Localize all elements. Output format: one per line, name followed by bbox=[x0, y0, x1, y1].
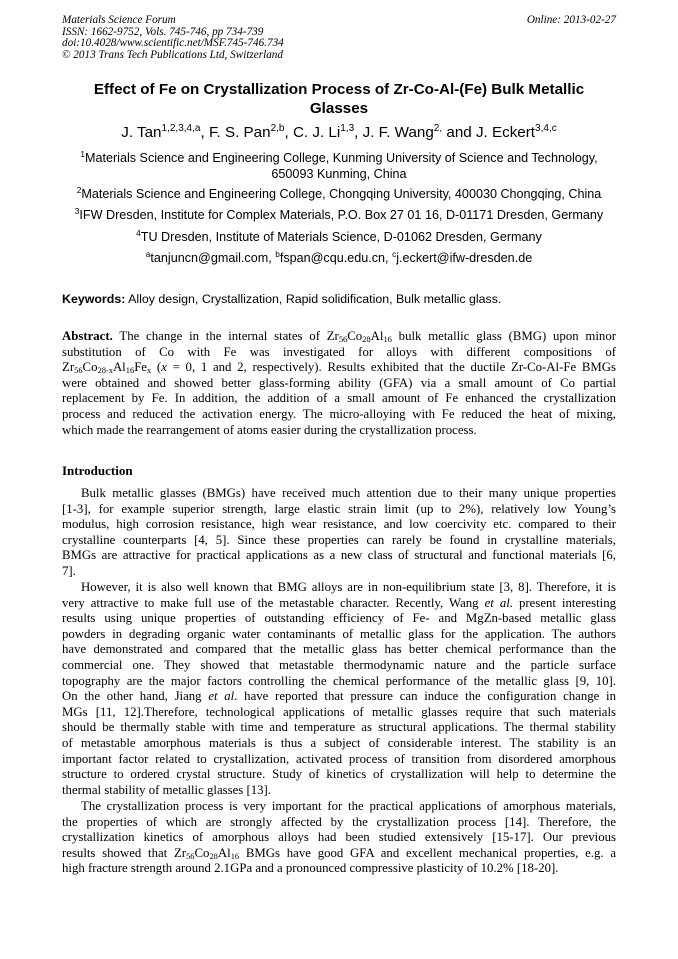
text-line: 7]. bbox=[62, 563, 76, 578]
title-line: Effect of Fe on Crystallization Process of Zr-Co-Al-(Fe) Bulk Metallic bbox=[93, 81, 585, 98]
abstract bbox=[62, 329, 616, 438]
affiliation-text: IFW Dresden, Institute for Complex Materials, P.O. Box 27 01 16, D-01171 Dresden, Germany bbox=[79, 208, 604, 222]
subscript: 16 bbox=[125, 365, 135, 376]
text-line: However, it is also well known that BMG alloys are in non-equilibrium state [3, 8]. Therefore, it is bbox=[81, 580, 616, 594]
affiliation-2 bbox=[62, 186, 616, 202]
text-line: should be thermally stable with time and temperature as structural applications. The thermal stability bbox=[62, 720, 616, 735]
keywords-text: Alloy design, Crystallization, Rapid solidification, Bulk metallic glass. bbox=[125, 292, 502, 306]
text-line: were obtained and showed better glass-forming ability (GFA) via a small amount of Co partial bbox=[62, 375, 616, 390]
text-line: [1-3], for example superior strength, large elastic strain limit (up to 2%), relatively low Young’s bbox=[62, 501, 616, 516]
italic-text: et al. bbox=[208, 689, 238, 704]
header-line: doi:10.4028/www.scientific.net/MSF.745-746.734 bbox=[62, 37, 284, 50]
email-marker: c bbox=[392, 248, 397, 259]
subscript: 16 bbox=[230, 850, 240, 861]
text-line: have demonstrated and compared that the metallic glass has better chemical performance than the bbox=[62, 642, 616, 657]
affiliation-number: 4 bbox=[136, 227, 141, 238]
header-line: © 2013 Trans Tech Publications Ltd, Switzerland bbox=[62, 48, 283, 61]
affiliation-1 bbox=[62, 150, 616, 182]
affiliation-text: Materials Science and Engineering College, Kunming University of Science and Technology, bbox=[84, 151, 598, 165]
text-line: crystalline counterparts [4, 5]. Since these properties can rarely be found in crystalline materials, bbox=[62, 532, 616, 547]
author-affiliation-marker: 3,4,c bbox=[535, 122, 557, 134]
title-line: Glasses bbox=[309, 100, 369, 117]
subscript: 56 bbox=[338, 334, 348, 345]
author-emails bbox=[62, 250, 616, 266]
affiliation-line bbox=[62, 186, 616, 202]
email-address: tanjuncn@gmail.com, bbox=[150, 251, 276, 265]
text-line: $Zr_{56}Co_{28-x}Al_{16}Fe_x$ (x = 0, 1 and 2, respectively). Results exhibited that the ductile Zr-Co-Al-Fe BMGs bbox=[62, 360, 616, 376]
text-line: crystallization kinetics of amorphous alloys had been studied extensively [15-17]. Our previous bbox=[62, 830, 616, 845]
author-list: J. Tan$^{1,2,3,4,a}$, F. S. Pan$^{2,b}$, C. J. Li$^{1,3}$, J. F. Wang$^{2,}$ and J. Eckert$^{3,4,c}$ bbox=[121, 122, 557, 141]
author-name: C. J. Li bbox=[292, 124, 341, 141]
text-line: replacement by Fe. In addition, the addition of a small amount of Fe enhanced the crystallization bbox=[62, 391, 616, 406]
author-affiliation-marker: 1,2,3,4,a bbox=[161, 122, 201, 134]
text-line: commercial one. They showed that metastable thermodynamic nature and the particle surface bbox=[62, 657, 616, 672]
text-line: modulus, high corrosion resistance, high wear resistance, and low coercivity etc. compared to their bbox=[62, 517, 616, 532]
online-date: Online: 2013-02-27 bbox=[526, 14, 616, 26]
paper-title bbox=[62, 80, 616, 118]
text-line: the properties of which are strongly affected by the crystallization process [14]. Therefore, the bbox=[62, 814, 616, 829]
author-name: J. F. Wang bbox=[362, 124, 434, 141]
subscript: 28 bbox=[362, 334, 371, 345]
header-line: ISSN: 1662-9752, Vols. 745-746, pp 734-739 bbox=[62, 25, 264, 38]
subscript: 56 bbox=[74, 365, 83, 376]
text-line: powders in degrading organic water contaminants of metallic glass for the application. The authors bbox=[62, 626, 616, 641]
text-line: results showed that $Zr_{56}Co_{28}Al_{16}$ BMGs have good GFA and excellent mechanical properties, e.g. a bbox=[62, 845, 616, 861]
text-line: BMGs are attractive for practical applications as a new class of structural and functional materials [6, bbox=[62, 548, 616, 563]
text-line: substitution of Co with Fe was investigated for alloys with different compositions of bbox=[62, 344, 616, 359]
journal-header bbox=[62, 15, 284, 61]
email-address: fspan@cqu.edu.cn, bbox=[279, 251, 393, 265]
subscript: 28 bbox=[209, 850, 218, 861]
intro-paragraph-3 bbox=[62, 799, 616, 877]
header-line: Materials Science Forum bbox=[62, 14, 176, 26]
affiliation-number: 3 bbox=[74, 205, 80, 216]
email-address: j.eckert@ifw-dresden.de bbox=[396, 251, 533, 265]
text-line: process and reduced the activation energy. The micro-alloying with Fe reduced the heat of mixing, bbox=[62, 406, 616, 421]
text-line: of metastable amorphous materials is thus a subject of considerable interest. The stability is an bbox=[62, 735, 616, 750]
text-line: thermal stability of metallic glasses [13]. bbox=[62, 782, 271, 797]
author-affiliation-marker: 1,3 bbox=[340, 122, 355, 134]
affiliation-line bbox=[62, 150, 616, 166]
subscript: 56 bbox=[186, 850, 195, 861]
text-line: MGs [11, 12].Therefore, technological applications of metallic glasses require that such materials bbox=[62, 704, 616, 719]
text-line: structure to ordered crystal structure. Study of kinetics of crystallization will help to determine the bbox=[62, 767, 616, 782]
author-name: J. Tan bbox=[121, 124, 162, 141]
text-line: which made the rearrangement of atoms easier during the crystallization process. bbox=[62, 422, 477, 437]
author-affiliation-marker: 2, bbox=[433, 122, 443, 134]
text-line: very attractive to make full use of the metastable character. Recently, Wang et al. present interesting bbox=[62, 595, 616, 610]
text-line: high fracture strength around 2.1GPa and a pronounced compressive plasticity of 10.2% [18-20]. bbox=[62, 861, 559, 876]
intro-paragraph-1 bbox=[62, 486, 616, 580]
text-line: Bulk metallic glasses (BMGs) have received much attention due to their many unique properties bbox=[81, 486, 616, 500]
italic-text: et al. bbox=[484, 595, 513, 610]
text-line: topography are the major factors controlling the chemical performance of the metallic glass [9, 10]. bbox=[62, 673, 616, 688]
affiliation-line bbox=[62, 166, 616, 182]
italic-text: x bbox=[161, 360, 167, 375]
section-heading-introduction: Introduction bbox=[62, 463, 133, 478]
affiliation-number: 1 bbox=[80, 148, 85, 159]
intro-paragraph-2 bbox=[62, 580, 616, 798]
author-affiliation-marker: 2,b bbox=[270, 122, 285, 134]
text-line: important factor related to crystallization, activated process of transition from disordered amorphous bbox=[62, 751, 616, 766]
affiliation-4 bbox=[62, 229, 616, 245]
text-line: Abstract. The change in the internal states of $Zr_{56}Co_{28}Al_{16}$ bulk metallic glass (BMG) upon minor bbox=[62, 329, 616, 345]
affiliation-text: TU Dresden, Institute of Materials Science, D-01062 Dresden, Germany bbox=[140, 230, 542, 244]
abstract-label: Abstract. bbox=[62, 329, 113, 343]
text-line: results using unique properties of outstanding efficiency of Fe- and MgZn-based metallic glass bbox=[62, 611, 616, 626]
text-line: On the other hand, Jiang et al. have reported that pressure can induce the configuration change in bbox=[62, 689, 616, 704]
email-marker: b bbox=[275, 248, 280, 259]
author-name: F. S. Pan bbox=[208, 124, 271, 141]
subscript: 16 bbox=[383, 334, 392, 345]
subscript: x bbox=[147, 365, 152, 376]
affiliation-text: 650093 Kunming, China bbox=[271, 167, 407, 181]
author-name: J. Eckert bbox=[475, 124, 536, 141]
keywords-label: Keywords: bbox=[62, 292, 126, 306]
affiliation-3 bbox=[62, 207, 616, 223]
affiliation-line bbox=[62, 207, 616, 223]
affiliation-text: Materials Science and Engineering College, Chongqing University, 400030 Chongqing, China bbox=[81, 187, 602, 201]
keywords bbox=[62, 291, 616, 307]
email-marker: a bbox=[145, 248, 151, 259]
text-line: The crystallization process is very important for the practical applications of amorphous materials, bbox=[81, 799, 616, 813]
affiliation-number: 2 bbox=[76, 184, 82, 195]
subscript: 28-x bbox=[97, 365, 113, 376]
affiliation-line bbox=[62, 229, 616, 245]
